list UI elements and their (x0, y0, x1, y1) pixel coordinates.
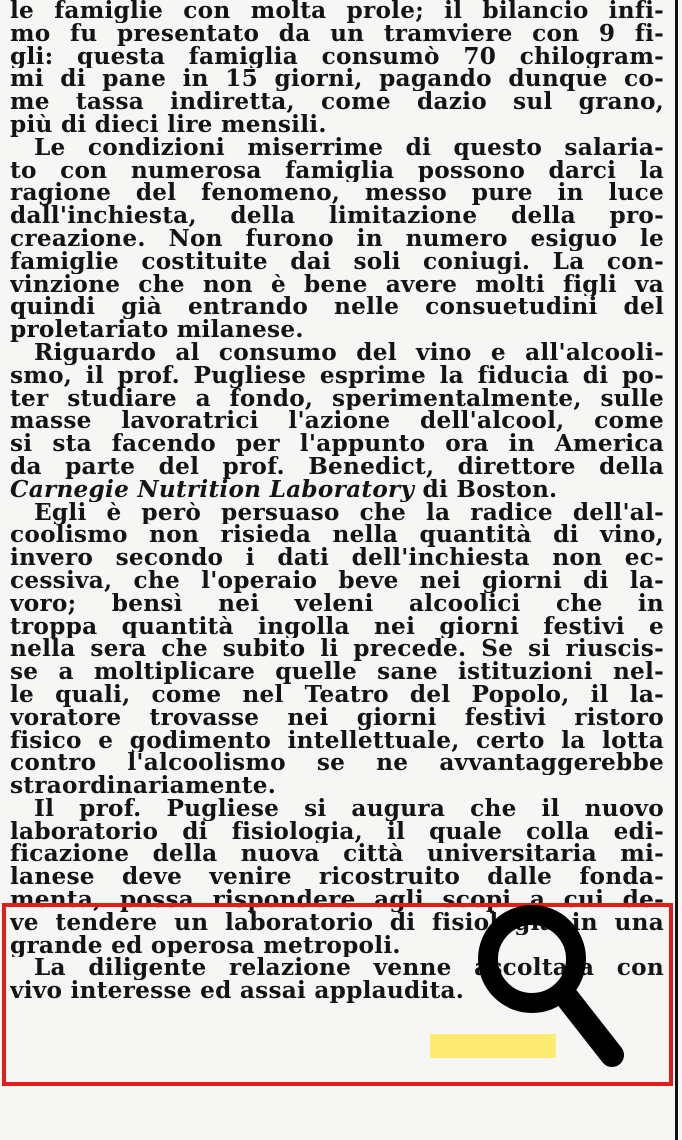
text-line: fisico e godimento intellettuale, certo la lotta (10, 729, 664, 753)
text-line: mo fu presentato da un tramviere con 9 fi- (10, 22, 664, 46)
text-line: proletariato milanese. (10, 319, 304, 342)
text-line: menta, possa rispondere agli scopi a cui de- (10, 889, 664, 912)
text-line: voro; bensì nei veleni alcoolici che in (10, 592, 664, 616)
text-line: più di dieci lire mensili. (10, 113, 327, 137)
text-line: vivo interesse ed assai applaudita. (10, 980, 465, 1004)
text-line: voratore trovasse nei giorni festivi ristoro (10, 706, 664, 730)
text-line: da parte del prof. Benedict, direttore della (10, 455, 664, 479)
text-line: Riguardo al consumo del vino e all'alcooli- (34, 341, 664, 365)
text-line: La diligente relazione venne ascoltata con (34, 957, 664, 981)
text-line: quindi già entrando nelle consuetudini del (10, 296, 664, 320)
column-rule (675, 0, 678, 1140)
article-text (10, 0, 664, 1003)
text-line: Carnegie Nutrition Laboratory di Boston. (10, 479, 664, 502)
text-line: lanese deve venire ricostruito dalle fonda- (10, 866, 664, 890)
text-line: ficazione della nuova città universitaria mi- (10, 843, 664, 867)
text-line: creazione. Non furono in numero esiguo le (10, 227, 664, 251)
text-line: gli: questa famiglia consumò 70 chilogram- (10, 45, 664, 69)
paragraphs-before (10, 0, 664, 798)
text-line: ve tendere un laboratorio di fisiologia in una (10, 911, 664, 935)
text-line: straordinariamente. (10, 775, 277, 798)
text-line: se a moltiplicare quelle sane istituzioni nel- (10, 661, 664, 684)
italic-title: Carnegie Nutrition Laboratory (10, 478, 415, 502)
text-line: troppa quantità ingolla nei giorni festivi e (10, 615, 664, 639)
text-line: grande ed operosa metropoli. (10, 934, 401, 958)
text-line: ter studiare a fondo, sperimentalmente, sulle (10, 387, 664, 411)
text-line: le famiglie con molta prole; il bilancio infi- (10, 0, 664, 23)
text-line: coolismo non risieda nella quantità di vino, (10, 524, 664, 548)
text-line: ragione del fenomeno, messo pure in luce (10, 182, 664, 206)
text-line: dall'inchiesta, della limitazione della pro- (10, 205, 664, 228)
text-line: famiglie costituite dai soli coniugi. La con- (10, 250, 664, 274)
magnifier-icon (470, 897, 630, 1072)
text-line: cessiva, che l'operaio beve nei giorni di la- (10, 569, 664, 593)
text-line: mi di pane in 15 giorni, pagando dunque co- (10, 68, 664, 92)
text-line: Egli è però persuaso che la radice dell'al- (34, 501, 664, 525)
text-line: smo, il prof. Pugliese esprime la fiducia di po- (10, 364, 664, 388)
text-line: si sta facendo per l'appunto ora in America (10, 433, 664, 456)
text-line: nella sera che subito li precede. Se si riuscis- (10, 638, 664, 662)
text-line: Il prof. Pugliese si augura che il nuovo (34, 797, 664, 821)
text-line: contro l'alcoolismo se ne avvantaggerebbe (10, 752, 664, 776)
text-line: masse lavoratrici l'azione dell'alcool, come (10, 410, 664, 434)
text-line: invero secondo i dati dell'inchiesta non ec- (10, 547, 664, 570)
text-line: me tassa indiretta, come dazio sul grano, (10, 91, 664, 114)
text-line: Le condizioni miserrime di questo salaria- (34, 136, 664, 160)
text-line: to con numerosa famiglia possono darci la (10, 159, 664, 183)
text-line: vinzione che non è bene avere molti figli va (10, 273, 664, 297)
text-line: le quali, come nel Teatro del Popolo, il la- (10, 683, 664, 707)
text-line: laboratorio di fisiologia, il quale colla edi- (10, 820, 664, 844)
